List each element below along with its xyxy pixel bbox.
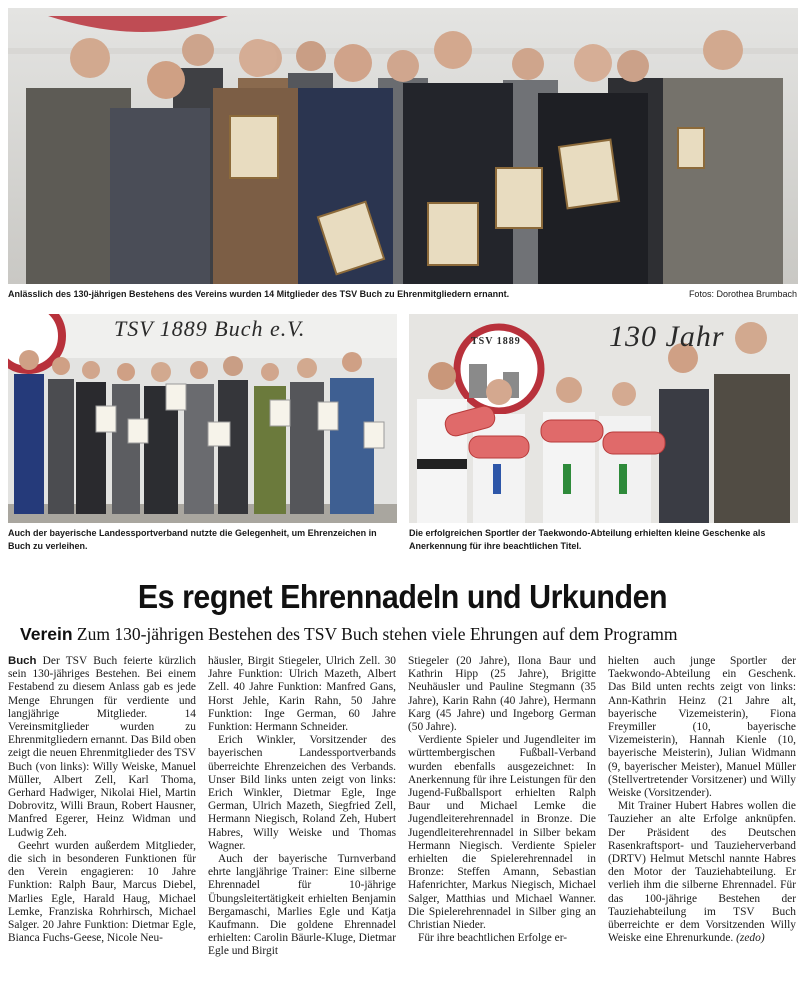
article-paragraph: Auch der bayerische Turnverband ehrte langjährige Trainer: Eine silberne Ehrennadel für 10-jährige Übungsleitertätigkeit erhielten Benjamin Bergamaschi, Marlies Egle und Katja Kaufmann. Die goldene Ehrennadel erhielten: Carolin Bäurle-Kluge, Dietmar Egle und Birgit (208, 853, 396, 958)
club-logo-text: TSV 1889 (471, 336, 521, 347)
article-paragraph: hielten auch junge Sportler der Taekwondo-Abteilung ein Geschenk. Das Bild unten rechts zeigt von links: Ann-Kathrin Heinz (21 Jahre alt, bayerische Vizemeisterin), Fiona Freymiller (10, bayerische Vizemeisterin), Hannah Kienle (10, bayerische Meisterin), Julian Widmann (9, bayerischer Meister), Manuel Müller (Stellvertretender Vorsitzener) und Willy Weiske (Vorsitzender). (608, 655, 796, 800)
article-paragraph: Stiegeler (20 Jahre), Ilona Baur und Kathrin Hipp (25 Jahre), Brigitte Neuhäusler und Pauline Stegmann (35 Jahre), Karin Rahn (40 Jahre), Hermann Karg (45 Jahre) und Ingeborg German (50 Jahre). (408, 655, 596, 734)
bottom-right-photo-caption: Die erfolgreichen Sportler der Taekwondo-Abteilung erhielten kleine Geschenke als Anerkennung für ihre beachtlichen Titel. (409, 528, 766, 551)
article-column-2 (208, 655, 396, 995)
article-paragraph: Geehrt wurden außerdem Mitglieder, die sich in besonderen Funktionen für den Verein engagieren: 10 Jahre Funktion: Ralph Baur, Marcus Diebel, Marlies Egle, Harald Haug, Michael Lemke, Franziska Rohrhirsch, Michael Salger. 20 Jahre Funktion: Dietmar Egle, Bianca Fuchs-Geese, Nicole Neu- (8, 839, 196, 945)
article-column-3 (408, 655, 596, 995)
photo-landessportverband (8, 314, 397, 523)
anniversary-banner-sign: 130 Jahr (609, 320, 725, 353)
bottom-left-photo-caption: Auch der bayerische Landessportverband nutzte die Gelegenheit, um Ehrenzeichen in Buch zu verleihen. (8, 528, 377, 551)
article-paragraph: häusler, Birgit Stiegeler, Ulrich Zell. 30 Jahre Funktion: Ulrich Mazeth, Albert Zell. 40 Jahre Funktion: Manfred Gans, Horst Jehle, Karin Rahn, 50 Jahre Funktion: Inge German, 60 Jahre Funktion: Hermann Schneider. (208, 655, 396, 734)
paragraph-text: Der TSV Buch feierte kürzlich sein 130-jähriges Bestehen. Bei einem Festabend zu diesem Anlass gab es jede Menge Ehrungen für verdiente und langjährige Mitglieder. 14 Vereinsmitglieder wurden zu Ehrenmitgliedern ernannt. Das Bild oben zeigt die neuen Ehrenmitglieder des TSV Buch (von links): Willy Weiske, Manuel Müller, Albert Zell, Karl Thoma, Gerhard Hadwiger, Nikolai Hiel, Martin Dobrovitz, Willi Braun, Robert Hausner, Manfred Egerer, Heinz Widman und Ludwig Zeh. (8, 655, 196, 839)
article-column-4 (608, 655, 796, 995)
top-photo-caption: Anlässlich des 130-jährigen Bestehens des Vereins wurden 14 Mitglieder des TSV Buch zu Ehrenmitgliedern ernannt. (8, 289, 510, 299)
article-headline: Es regnet Ehrennadeln und Urkunden (137, 578, 668, 615)
paragraph-text: Mit Trainer Hubert Habres wollen die Tauzieher an alte Erfolge anknüpfen. Der Präsident des Deutschen Rasenkraftsport- und Tauzieherverband (DRTV) Helmut Metschl nannte Habres den Motor der Tauziehabteilung. Er verlieh ihm die silberne Ehrennadel. Für das 100-jährige Bestehen der Tauziehabteilung im TSV Buch überreichte er dem Vorsitzenden Willy Weiske eine Ehrenurkunde. (608, 800, 796, 945)
article-paragraph: Verdiente Spieler und Jugendleiter im württembergischen Fußball-Verband wurden ebenfalls ausgezeichnet: In Anerkennung für ihre Leistungen für den Jugend-Fußballsport erhielten Ralph Baur und Michael Lemke die Jugendleiterehrennadel in Bronze. Die Jugendleiterehrennadel in Silber bekam Hermann Niegisch. Verdiente Spieler erhielten die Spielerehrennadel in Bronze: Steffen Amann, Sebastian Hafenrichter, Markus Niegisch, Michael Salger, Matthias und Michael Wanner. Die Spielerehrennadel in Silber ging an Christian Nieder. (408, 734, 596, 932)
tsv-banner-sign: TSV 1889 Buch e.V. (114, 316, 306, 341)
article-column-1 (8, 655, 196, 995)
group-photo-illustration (8, 8, 798, 284)
group-photo-illustration (8, 314, 397, 523)
article-dateline: Buch (8, 655, 37, 667)
article-paragraph (8, 655, 196, 840)
photo-honorary-members (8, 8, 798, 284)
group-photo-illustration (409, 314, 798, 523)
article-paragraph (608, 800, 796, 945)
article-subheadline (20, 623, 800, 645)
photo-credit: Fotos: Dorothea Brumbach (688, 289, 797, 299)
article-paragraph: Für ihre beachtlichen Erfolge er- (418, 932, 568, 945)
article-author: (zedo) (736, 932, 765, 945)
article-subheadline-text: Zum 130-jährigen Bestehen des TSV Buch stehen viele Ehrungen auf dem Programm (76, 624, 678, 644)
article-paragraph: Erich Winkler, Vorsitzender des bayerischen Landessportverbands überreichte Ehrenzeichen des Verbands. Unser Bild links unten zeigt von links: Erich Winkler, Dietmar Egle, Inge German, Ulrich Mazeth, Siegfried Zell, Hermann Niegisch, Roland Zeh, Hubert Habres, Willy Weiske und Thomas Wagner. (208, 734, 396, 852)
photo-taekwondo (409, 314, 798, 523)
article-kicker: Verein (20, 624, 73, 644)
